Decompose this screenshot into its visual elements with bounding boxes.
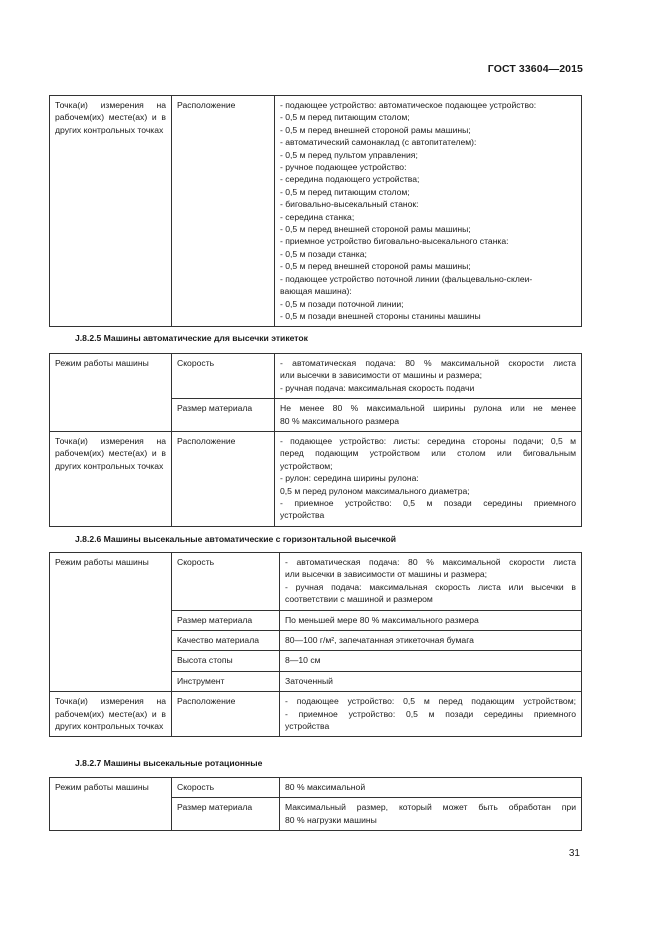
param-cell: Размер материала (172, 610, 280, 630)
measurement-table-3 (49, 552, 582, 737)
value-line: - 0,5 м перед внешней стороной рамы машины; (280, 224, 471, 235)
group-cell: Точка(и) измерения на рабочем(их) месте(ах) и в других контрольных точках (50, 692, 172, 737)
value-line: 80—100 г/м², запечатанная этикеточная бумага (285, 635, 474, 646)
table-row (50, 692, 582, 737)
value-line: Максимальный размер, который может быть обработан при (285, 802, 576, 813)
table-row (50, 553, 582, 611)
group-cell: Режим работы машины (50, 553, 172, 692)
value-line: перед подающим устройством или столом или биговальным (280, 448, 576, 459)
value-line: - 0,5 м перед питающим столом; (280, 186, 410, 197)
value-cell (275, 354, 582, 399)
value-line: - 0,5 м перед внешней стороной рамы машины; (280, 261, 471, 272)
value-cell (275, 432, 582, 527)
value-line: или высечки в зависимости от машины и размера; (285, 569, 488, 580)
value-line: - подающее устройство: 0,5 м перед подающим устройством; (285, 696, 576, 707)
value-line: Заточенный (285, 675, 333, 686)
value-line: - 0,5 м позади поточной линии; (280, 298, 404, 309)
value-line: - приемное устройство: 0,5 м позади середины приемного (280, 498, 576, 509)
value-line: - ручная подача: максимальная скорость подачи (280, 382, 475, 393)
table-row (50, 432, 582, 527)
group-cell: Точка(и) измерения на рабочем(их) месте(ах) и в других контрольных точках (50, 96, 172, 327)
value-cell (280, 798, 582, 831)
value-cell (275, 399, 582, 432)
measurement-table-1 (49, 95, 582, 327)
value-line: - 0,5 м перед внешней стороной рамы машины; (280, 124, 471, 135)
value-cell (280, 651, 582, 671)
value-line: - середина станка; (280, 211, 355, 222)
value-line: соответствии с машиной и размером (285, 594, 433, 605)
value-line: 0,5 м перед рулоном максимального диаметра; (280, 485, 470, 496)
document-id: ГОСТ 33604—2015 (487, 63, 583, 75)
value-cell (275, 96, 582, 327)
param-cell: Расположение (172, 432, 275, 527)
param-cell: Высота стопы (172, 651, 280, 671)
value-line: - середина подающего устройства; (280, 174, 420, 185)
value-line: - автоматическая подача: 80 % максимальной скорости листа (285, 557, 576, 567)
section-heading: J.8.2.6 Машины высекальные автоматические с горизонтальной высечкой (75, 534, 397, 544)
value-line: - 0,5 м позади внешней стороны станины машины (280, 310, 481, 321)
table-row (50, 354, 582, 399)
value-cell (280, 778, 582, 798)
param-cell: Скорость (172, 553, 280, 611)
value-line: 8—10 см (285, 655, 321, 666)
value-line: устройством; (280, 460, 333, 471)
value-line: вающая машина): (280, 286, 352, 297)
page-number: 31 (568, 848, 580, 859)
value-line: - рулон: середина ширины рулона: (280, 473, 419, 484)
measurement-table-4 (49, 777, 582, 831)
value-cell (280, 553, 582, 611)
value-line: - ручное подающее устройство: (280, 162, 407, 173)
value-line: или высечки в зависимости от машины и размера; (280, 370, 483, 381)
param-cell: Скорость (172, 778, 280, 798)
value-line: устройства (285, 721, 330, 732)
value-line: По меньшей мере 80 % максимального размера (285, 614, 479, 625)
value-line: - подающее устройство поточной линии (фальцевально-склеи- (280, 273, 533, 284)
value-cell (280, 610, 582, 630)
value-line: 80 % максимального размера (280, 415, 400, 426)
value-line: - 0,5 м перед пультом управления; (280, 149, 418, 160)
measurement-table-2 (49, 353, 582, 527)
section-heading: J.8.2.7 Машины высекальные ротационные (75, 758, 263, 768)
value-line: - приемное устройство: 0,5 м позади середины приемного (285, 708, 576, 719)
value-line: 80 % максимальной (285, 782, 366, 792)
value-line: Не менее 80 % максимальной ширины рулона или не менее (280, 403, 576, 414)
param-cell: Инструмент (172, 671, 280, 691)
param-cell: Качество материала (172, 631, 280, 651)
value-line: - ручная подача: максимальная скорость листа или высечки в (285, 581, 576, 592)
group-cell: Режим работы машины (50, 354, 172, 432)
value-line: - подающее устройство: автоматическое подающее устройство: (280, 100, 537, 110)
table-row (50, 96, 582, 327)
param-cell: Расположение (172, 96, 275, 327)
param-cell: Скорость (172, 354, 275, 399)
group-cell: Режим работы машины (50, 778, 172, 831)
param-cell: Размер материала (172, 798, 280, 831)
value-line: устройства (280, 510, 325, 521)
value-line: - автоматический самонаклад (с автопитателем): (280, 137, 477, 148)
table-row (50, 778, 582, 798)
value-cell (280, 631, 582, 651)
value-line: 80 % нагрузки машины (285, 814, 377, 825)
value-line: - 0,5 м перед питающим столом; (280, 112, 410, 123)
value-line: - подающее устройство: листы: середина стороны подачи; 0,5 м (280, 436, 576, 447)
value-line: - автоматическая подача: 80 % максимальной скорости листа (280, 358, 576, 368)
group-cell: Точка(и) измерения на рабочем(их) месте(ах) и в других контрольных точках (50, 432, 172, 527)
param-cell: Расположение (172, 692, 280, 737)
value-line: - биговально-высекальный станок: (280, 199, 419, 210)
param-cell: Размер материала (172, 399, 275, 432)
value-cell (280, 692, 582, 737)
section-heading: J.8.2.5 Машины автоматические для высечки этикеток (75, 333, 308, 343)
value-line: - приемное устройство биговально-высекального станка: (280, 236, 509, 247)
value-line: - 0,5 м позади станка; (280, 248, 367, 259)
value-cell (280, 671, 582, 691)
